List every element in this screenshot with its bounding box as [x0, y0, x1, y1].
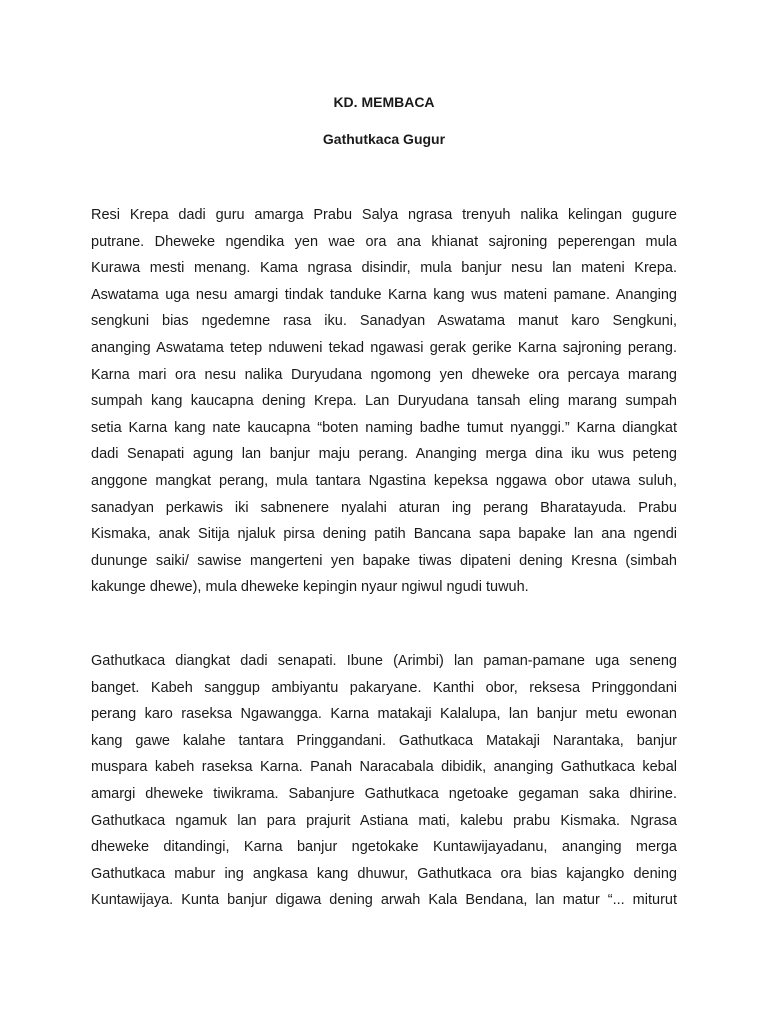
- paragraph-line: dadi Senapati agung lan banjur maju perang. Ananging merga dina iku wus peteng: [91, 446, 677, 463]
- paragraph-line: setia Karna kang nate kaucapna “boten naming badhe tumut nyanggi.” Karna diangkat: [91, 419, 677, 436]
- paragraph-line: ananging Aswatama tetep nduweni tekad ngawasi gerak gerike Karna sajroning perang.: [91, 339, 677, 356]
- paragraph-line: dheweke ditandingi, Karna banjur ngetokake Kuntawijayadanu, ananging merga: [91, 839, 677, 856]
- paragraph-line: sengkuni bias ngedemne rasa iku. Sanadyan Aswatama manut karo Sengkuni,: [91, 313, 677, 330]
- paragraph-line: Gathutkaca ngamuk lan para prajurit Astiana mati, kalebu prabu Kismaka. Ngrasa: [91, 812, 677, 829]
- paragraph-line: Gathutkaca diangkat dadi senapati. Ibune (Arimbi) lan paman-pamane uga seneng: [91, 653, 677, 669]
- paragraph-line: Aswatama uga nesu amargi tindak tanduke Karna kang wus mateni pamane. Ananging: [91, 286, 677, 303]
- paragraph-line: Resi Krepa dadi guru amarga Prabu Salya ngrasa trenyuh nalika kelingan gugure: [91, 207, 677, 223]
- paragraph-line: sanadyan perkawis iki sabnenere nyalahi aturan ing perang Bharatayuda. Prabu: [91, 499, 677, 516]
- paragraph-line: Gathutkaca mabur ing angkasa kang dhuwur, Gathutkaca ora bias kajangko dening: [91, 865, 677, 882]
- paragraph-line: Kismaka, anak Sitija njaluk pirsa dening patih Bancana sapa bapake lan ana ngendi: [91, 526, 677, 543]
- paragraph-line: muspara kabeh raseksa Karna. Panah Naracabala dibidik, ananging Gathutkaca kebal: [91, 759, 677, 776]
- paragraph-line: kang gawe kalahe tantara Pringgandani. Gathutkaca Matakaji Narantaka, banjur: [91, 732, 677, 749]
- paragraph-line: Kurawa mesti menang. Kama ngrasa disindir, mula banjur nesu lan mateni Krepa.: [91, 260, 677, 277]
- paragraph-line: dunungе saiki/ sawise mangerteni yen bapake tiwas dipateni dening Kresna (simbah: [91, 552, 677, 569]
- kd-title: KD. MEMBACA: [333, 94, 435, 110]
- paragraph-line: Kuntawijaya. Kunta banjur digawa dening arwah Kala Bendana, lan matur “... miturut: [91, 892, 677, 909]
- paragraph-line: amargi dheweke tiwikrama. Sabanjure Gathutkaca ngetoake gegaman saka dhirine.: [91, 785, 677, 802]
- paragraph-2: [91, 648, 677, 914]
- paragraph-line: banget. Kabeh sanggup ambiyantu pakaryane. Kanthi obor, reksesa Pringgondani: [91, 679, 677, 696]
- paragraph-line: perang karo raseksa Ngawangga. Karna matakaji Kalalupa, lan banjur metu ewonan: [91, 706, 677, 723]
- paragraph-line: putrane. Dheweke ngendika yen wae ora ana khianat sajroning peperengan mula: [91, 233, 677, 250]
- paragraph-line: Karna mari ora nesu nalika Duryudana ngomong yen dheweke ora percaya marang: [91, 366, 677, 383]
- paragraph-line: sumpah kang kaucapna dening Krepa. Lan Duryudana tansah eling marang sumpah: [91, 393, 677, 410]
- paragraph-1: [91, 202, 677, 601]
- story-title: Gathutkaca Gugur: [322, 131, 446, 147]
- paragraph-line: kakunge dhewe), mula dheweke kepingin nyaur ngiwul ngudi tuwuh.: [91, 579, 529, 596]
- paragraph-line: anggone mangkat perang, mula tantara Ngastina kepeksa nggawa obor utawa suluh,: [91, 472, 677, 489]
